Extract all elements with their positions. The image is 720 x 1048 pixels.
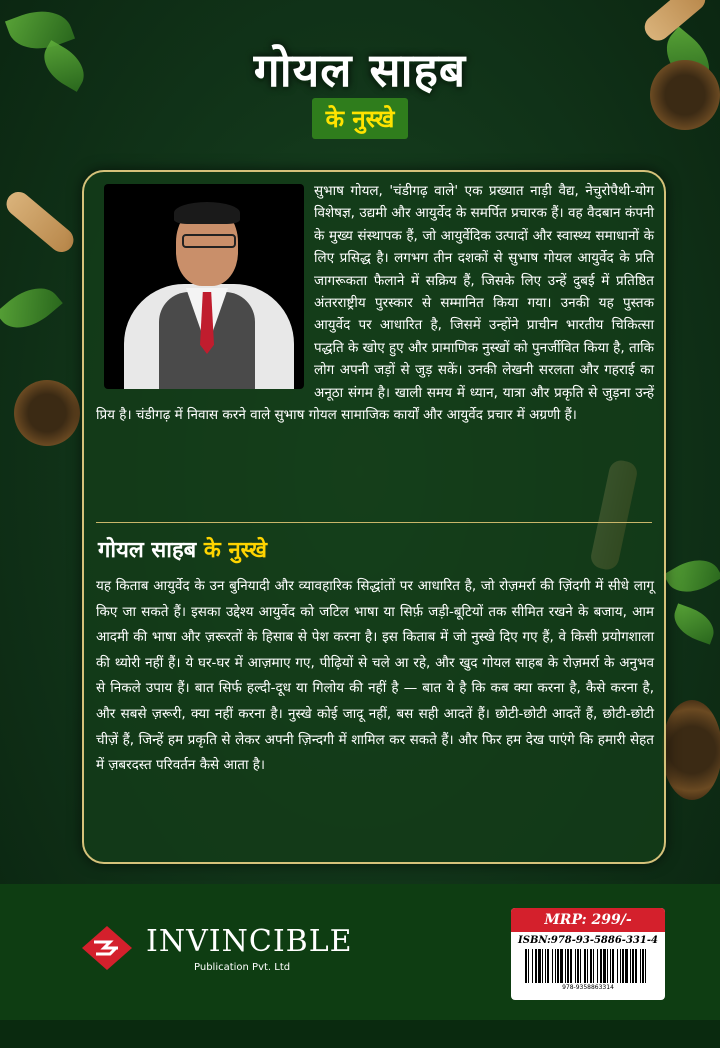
barcode-number: 978-9358863314	[562, 984, 614, 991]
book-description: यह किताब आयुर्वेद के उन बुनियादी और व्यावहारिक सिद्धांतों पर आधारित है, जो रोज़मर्रा की ज़िंदगी में सीधे लागू किए जा सकते हैं। इसका उद्देश्य आयुर्वेद को जटिल भाषा या सिर्फ़ जड़ी-बूटियों तक सीमित रखने के बजाय, आम आदमी की भाषा और ज़रूरतों के हिसाब से पेश करना है। इस किताब में जो नुस्खे दिए गए हैं, वे किसी प्रयोगशाला की थ्योरी नहीं हैं। ये घर-घर में आज़माए गए, पीढ़ियों से चले आ रहे, और खुद गोयल साहब के रोज़मर्रा के अनुभव से निकले उपाय हैं। बात सिर्फ हल्दी-दूध या गिलोय की नहीं है — बात ये है कि कब क्या करना है, कैसे करना है, और सबसे ज़रूरी, क्या नहीं करना है। नुस्खे कोई जादू नहीं, बस सही आदतें हैं। छोटी-छोटी आदतें हैं, छोटी-छोटी चीज़ें हैं, जिन्हें हम प्रकृति से लेकर अपनी ज़िन्दगी में शामिल कर सकते हैं। और फिर हम देख पाएंगे कि हमारी सेहत में ज़बरदस्त परिवर्तन कैसे आता है।	[96, 578, 654, 774]
isbn-number: ISBN:978-93-5886-331-4	[518, 935, 658, 946]
publisher-logo-icon	[80, 924, 134, 972]
price-isbn-box	[511, 908, 665, 1000]
publisher-subtitle: Publication Pvt. Ltd	[194, 962, 291, 973]
author-bio: सुभाष गोयल, 'चंडीगढ़ वाले' एक प्रख्यात नाड़ी वैद्य, नेचुरोपैथी-योग विशेषज्ञ, उद्यमी और आयुर्वेद के समर्पित प्रचारक हैं। वह वैदबान कंपनी के मुख्य संस्थापक हैं, जो आयुर्वेदिक उत्पादों और स्वास्थ्य समाधानों के लिए प्रसिद्ध है। लगभग तीन दशकों से सुभाष गोयल आयुर्वेद के प्रति जागरूकता फैलाने में सक्रिय हैं, जिसके लिए उन्हें दुबई में प्रतिष्ठित अंतरराष्ट्रीय पुरस्कार से सम्मानित किया गया। उनकी यह पुस्तक आयुर्वेद पर आधारित है, जिसमें उन्होंने प्राचीन भारतीय चिकित्सा पद्धति के खोए हुए और प्रामाणिक नुस्खों को पुनर्जीवित किया है, ताकि लोग अपनी जड़ों से जुड़ सकें। उनकी लेखनी सरलता और गहराई का अनूठा संगम है। खाली समय में ध्यान, यात्रा और प्रकृति से जुड़ना उन्हें प्रिय है। चंडीगढ़ में निवास करने वाले सुभाष गोयल सामाजिक कार्यों और आयुर्वेद प्रचार में अग्रणी हैं।	[96, 183, 654, 424]
barcode-icon	[523, 949, 653, 983]
section-title-part2: के नुस्खे	[203, 538, 268, 563]
author-bio-block	[96, 180, 654, 426]
content-panel	[82, 170, 666, 864]
book-title: गोयल साहब	[253, 43, 467, 97]
spice-bowl-decoration	[14, 380, 80, 446]
bottom-edge	[0, 1020, 720, 1048]
section-title-part1: गोयल साहब	[98, 538, 197, 563]
spice-bowl-decoration	[662, 700, 720, 800]
divider	[96, 522, 652, 523]
section-title	[98, 534, 267, 564]
book-subtitle: के नुस्खे	[312, 98, 409, 139]
publisher-name: INVINCIBLE	[146, 924, 353, 959]
mrp-price: MRP: 299/-	[511, 908, 665, 932]
